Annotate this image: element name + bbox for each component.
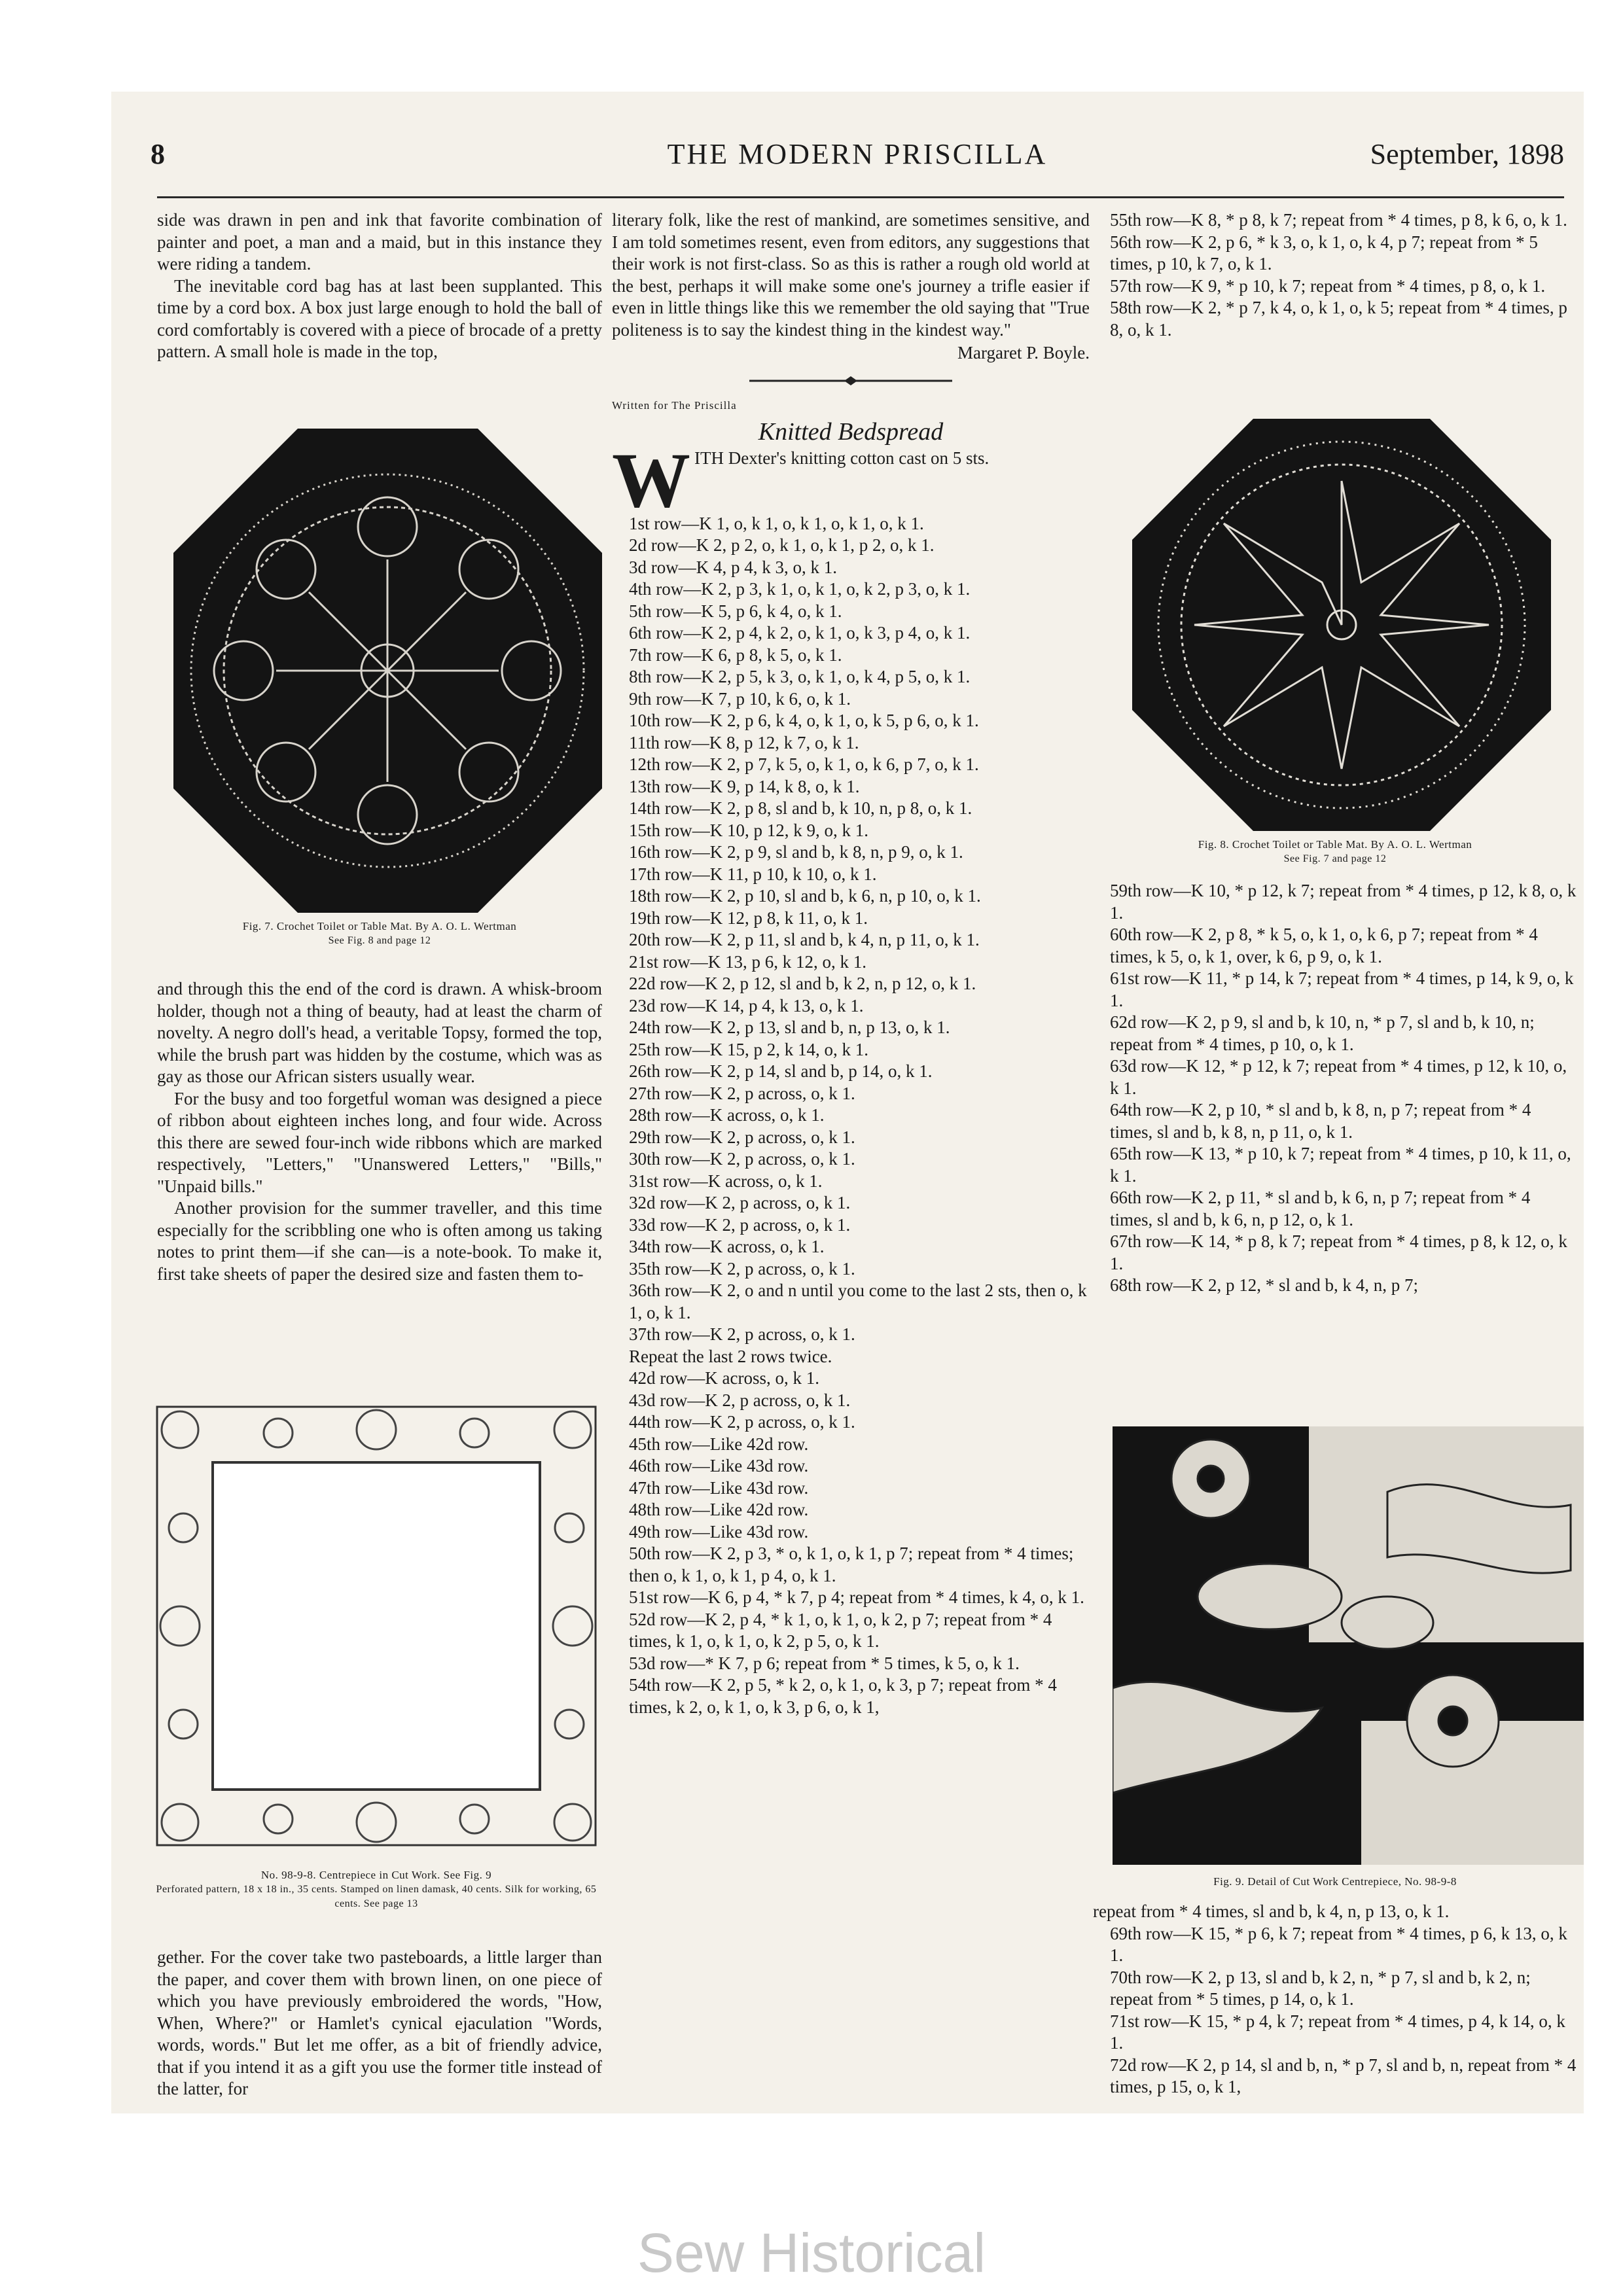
pattern-row: 57th row—K 9, * p 10, k 7; repeat from * 4 times, p 8, o, k 1.: [1110, 275, 1546, 296]
pattern-row: 49th row—Like 43d row.: [629, 1521, 809, 1542]
pattern-row: 61st row—K 11, * p 14, k 7; repeat from * 4 times, p 14, k 9, o, k 1.: [1110, 968, 1574, 1010]
fig8-caption: Fig. 8. Crochet Toilet or Table Mat. By A. O. L. Wertman: [1198, 838, 1472, 851]
pattern-row: 56th row—K 2, p 6, * k 3, o, k 1, o, k 4, p 7; repeat from * 5 times, p 10, k 7, o, k 1.: [1110, 232, 1538, 274]
fig98-caption: No. 98-9-8. Centrepiece in Cut Work. See Fig. 9: [260, 1869, 492, 1881]
pattern-row: 48th row—Like 42d row.: [629, 1500, 809, 1519]
author-signature: Margaret P. Boyle.: [957, 343, 1090, 362]
pattern-row: 15th row—K 10, p 12, k 9, o, k 1.: [629, 820, 868, 840]
pattern-row: 44th row—K 2, p across, o, k 1.: [629, 1412, 855, 1432]
pattern-row: 25th row—K 15, p 2, k 14, o, k 1.: [629, 1039, 868, 1059]
fig98-caption-sub: Perforated pattern, 18 x 18 in., 35 cents. Stamped on linen damask, 40 cents. Silk for working, 65 cents. See page 13: [156, 1884, 597, 1909]
pattern-row: 7th row—K 6, p 8, k 5, o, k 1.: [629, 645, 842, 665]
pattern-row: 10th row—K 2, p 6, k 4, o, k 1, o, k 5, p 6, o, k 1.: [629, 711, 979, 730]
pattern-row: 16th row—K 2, p 9, sl and b, k 8, n, p 9, o, k 1.: [629, 842, 963, 862]
intro-text: ITH Dexter's knitting cotton cast on 5 sts.: [694, 448, 990, 468]
pattern-row: 42d row—K across, o, k 1.: [629, 1368, 819, 1388]
pattern-row: 68th row—K 2, p 12, * sl and b, k 4, n, p 7;: [1110, 1275, 1418, 1295]
header-rule: [157, 196, 1564, 198]
fig98-cutwork-border: [151, 1400, 602, 1852]
pattern-row: 31st row—K across, o, k 1.: [629, 1171, 823, 1191]
column-3-top: [1093, 209, 1577, 341]
pattern-row: 3d row—K 4, p 4, k 3, o, k 1.: [629, 557, 837, 577]
pattern-row: 35th row—K 2, p across, o, k 1.: [629, 1258, 855, 1279]
pattern-row: 28th row—K across, o, k 1.: [629, 1105, 825, 1125]
paragraph: For the busy and too forgetful woman was designed a piece of ribbon about eighteen inches long, and four wide. Across this there are sewed four-inch wide ribbons which are marked respectively, "Letters," "Unanswered Letters," "Bills," "Unpaid bills.": [157, 1088, 602, 1196]
pattern-row: 14th row—K 2, p 8, sl and b, k 10, n, p 8, o, k 1.: [629, 798, 972, 818]
paragraph: side was drawn in pen and ink that favorite combination of painter and poet, a man and a maid, but in this instance they were riding a tandem.: [157, 210, 602, 274]
pattern-row: 63d row—K 12, * p 12, k 7; repeat from * 4 times, p 12, k 10, o, k 1.: [1110, 1056, 1567, 1098]
fig7-caption-block: [157, 919, 602, 948]
fig9-caption: Fig. 9. Detail of Cut Work Centrepiece, No. 98-9-8: [1213, 1875, 1457, 1888]
fig98-caption-block: [144, 1868, 609, 1911]
pattern-row: Repeat the last 2 rows twice.: [629, 1346, 832, 1366]
pattern-row: 5th row—K 5, p 6, k 4, o, k 1.: [629, 601, 842, 621]
fig7-octagon-mat: [173, 429, 602, 913]
fig7-caption: Fig. 7. Crochet Toilet or Table Mat. By A. O. L. Wertman: [242, 920, 517, 932]
knitting-rows: [612, 513, 1090, 1719]
pattern-row: 32d row—K 2, p across, o, k 1.: [629, 1193, 851, 1212]
pattern-row: 59th row—K 10, * p 12, k 7; repeat from * 4 times, p 12, k 8, o, k 1.: [1110, 881, 1577, 923]
pattern-row: 17th row—K 11, p 10, k 10, o, k 1.: [629, 864, 877, 884]
paragraph: Another provision for the summer traveller, and this time especially for the scribbling one who is often among us taking notes to print them—if she can—is a note-book. To make it, first take sheets of paper the desired size and fasten them to-: [157, 1198, 602, 1284]
fig8-star-mat: [1132, 419, 1551, 831]
pattern-row: 1st row—K 1, o, k 1, o, k 1, o, k 1, o, k 1.: [629, 513, 924, 533]
fig9-cutwork-detail: [1113, 1426, 1584, 1865]
paragraph: and through this the end of the cord is drawn. A whisk-broom holder, though not a thing of beauty, had at least the charm of novelty. A negro doll's head, a veritable Topsy, formed the top, while the brush part was hidden by the costume, which was as gay as those our African sisters usually wear.: [157, 979, 602, 1086]
issue-date: September, 1898: [1370, 138, 1564, 170]
pattern-row: 52d row—K 2, p 4, * k 1, o, k 1, o, k 2, p 7; repeat from * 4 times, k 1, o, k 1, o, k 2, p 5, o, k 1.: [629, 1609, 1052, 1651]
pattern-row: 21st row—K 13, p 6, k 12, o, k 1.: [629, 951, 866, 972]
pattern-row: 24th row—K 2, p 13, sl and b, n, p 13, o, k 1.: [629, 1017, 950, 1037]
article-title: Knitted Bedspread: [758, 418, 944, 446]
pattern-row: 29th row—K 2, p across, o, k 1.: [629, 1127, 855, 1147]
pattern-row: 12th row—K 2, p 7, k 5, o, k 1, o, k 6, p 7, o, k 1.: [629, 754, 979, 774]
pattern-row: 51st row—K 6, p 4, * k 7, p 4; repeat from * 4 times, k 4, o, k 1.: [629, 1587, 1084, 1607]
pattern-row: 8th row—K 2, p 5, k 3, o, k 1, o, k 4, p 5, o, k 1.: [629, 667, 971, 686]
column-1-top: [157, 209, 602, 363]
column-1-middle: [157, 978, 602, 1285]
pattern-row: 58th row—K 2, * p 7, k 4, o, k 1, o, k 5; repeat from * 4 times, p 8, o, k 1.: [1110, 298, 1567, 340]
pattern-row: 37th row—K 2, p across, o, k 1.: [629, 1324, 855, 1344]
pattern-row: 22d row—K 2, p 12, sl and b, k 2, n, p 12, o, k 1.: [629, 974, 976, 993]
pattern-row: 18th row—K 2, p 10, sl and b, k 6, n, p 10, o, k 1.: [629, 886, 981, 906]
pattern-row: 34th row—K across, o, k 1.: [629, 1237, 825, 1256]
page-number: 8: [151, 138, 165, 170]
pattern-row: 19th row—K 12, p 8, k 11, o, k 1.: [629, 908, 868, 928]
pattern-row: 55th row—K 8, * p 8, k 7; repeat from * 4 times, p 8, k 6, o, k 1.: [1110, 210, 1567, 230]
paragraph: The inevitable cord bag has at last been supplanted. This time by a cord box. A box just large enough to hold the ball of cord comfortably is covered with a piece of brocade of a pretty pattern. A small hole is made in the top,: [157, 275, 602, 361]
pattern-row: 53d row—* K 7, p 6; repeat from * 5 times, k 5, o, k 1.: [629, 1653, 1020, 1673]
pattern-row: 46th row—Like 43d row.: [629, 1456, 809, 1475]
pattern-row: 26th row—K 2, p 14, sl and b, p 14, o, k 1.: [629, 1061, 933, 1081]
pattern-row: 45th row—Like 42d row.: [629, 1434, 809, 1454]
pattern-row: 71st row—K 15, * p 4, k 7; repeat from * 4 times, p 4, k 14, o, k 1.: [1110, 2011, 1565, 2053]
pattern-row: 6th row—K 2, p 4, k 2, o, k 1, o, k 3, p 4, o, k 1.: [629, 623, 971, 643]
fig9-caption-block: [1093, 1875, 1577, 1889]
drop-cap: W: [612, 436, 690, 523]
pattern-row: 65th row—K 13, * p 10, k 7; repeat from * 4 times, p 10, k 11, o, k 1.: [1110, 1144, 1571, 1186]
magazine-title: THE MODERN PRISCILLA: [667, 138, 1048, 170]
paragraph: literary folk, like the rest of mankind, are sometimes sensitive, and I am told sometimes resent, even from editors, any suggestions that their work is not first-class. So as this is rather a rough old world at the best, perhaps it will make some one's journey a trifle easier if even in little things like this we remember the old saying that "True politeness is to say the kindest thing in the kindest way.": [612, 210, 1090, 340]
pattern-row: 20th row—K 2, p 11, sl and b, k 4, n, p 11, o, k 1.: [629, 930, 980, 949]
pattern-row: 23d row—K 14, p 4, k 13, o, k 1.: [629, 995, 864, 1016]
pattern-row: 60th row—K 2, p 8, * k 5, o, k 1, o, k 6, p 7; repeat from * 4 times, k 5, o, k 1, over, k 6, p 9, o, k 1.: [1110, 925, 1538, 966]
page-header: [151, 137, 1564, 183]
pattern-row: 43d row—K 2, p across, o, k 1.: [629, 1390, 851, 1410]
watermark: Sew Historical: [637, 2222, 986, 2284]
pattern-row: repeat from * 4 times, sl and b, k 4, n, p 13, o, k 1.: [1093, 1901, 1450, 1921]
pattern-row: 27th row—K 2, p across, o, k 1.: [629, 1083, 855, 1103]
column-3-bottom: [1093, 1901, 1577, 2098]
pattern-row: 33d row—K 2, p across, o, k 1.: [629, 1214, 851, 1235]
pattern-row: 67th row—K 14, * p 8, k 7; repeat from * 4 times, p 8, k 12, o, k 1.: [1110, 1231, 1567, 1273]
pattern-row: 30th row—K 2, p across, o, k 1.: [629, 1149, 855, 1169]
pattern-row: 72d row—K 2, p 14, sl and b, n, * p 7, sl and b, n, repeat from * 4 times, p 15, o, k 1,: [1110, 2055, 1577, 2096]
pattern-row: 64th row—K 2, p 10, * sl and b, k 8, n, p 7; repeat from * 4 times, sl and b, k 8, n, p 11, o, k 1.: [1110, 1100, 1531, 1142]
pattern-row: 4th row—K 2, p 3, k 1, o, k 1, o, k 2, p 3, o, k 1.: [629, 579, 971, 599]
pattern-row: 13th row—K 9, p 14, k 8, o, k 1.: [629, 776, 860, 796]
pattern-row: 36th row—K 2, o and n until you come to the last 2 sts, then o, k 1, o, k 1.: [629, 1280, 1087, 1322]
pattern-row: 54th row—K 2, p 5, * k 2, o, k 1, o, k 3, p 7; repeat from * 4 times, k 2, o, k 1, o, k 3, p 6, o, k 1,: [629, 1675, 1057, 1717]
column-3-middle: [1093, 880, 1577, 1297]
fig7-caption-sub: See Fig. 8 and page 12: [328, 935, 431, 946]
pattern-row: 50th row—K 2, p 3, * o, k 1, o, k 1, p 7; repeat from * 4 times; then o, k 1, o, k 1, p 4, o, k 1.: [629, 1544, 1074, 1585]
fig8-caption-sub: See Fig. 7 and page 12: [1283, 853, 1387, 864]
pattern-row: 47th row—Like 43d row.: [629, 1477, 809, 1498]
pattern-row: 9th row—K 7, p 10, k 6, o, k 1.: [629, 688, 851, 709]
pattern-row: 66th row—K 2, p 11, * sl and b, k 6, n, p 7; repeat from * 4 times, sl and b, k 6, n, p 12, o, k 1.: [1110, 1188, 1531, 1229]
column-2: [612, 209, 1090, 1718]
pattern-row: 70th row—K 2, p 13, sl and b, k 2, n, * p 7, sl and b, k 2, n; repeat from * 5 times, p 14, o, k 1.: [1110, 1967, 1531, 2009]
pattern-row: 62d row—K 2, p 9, sl and b, k 10, n, * p 7, sl and b, k 10, n; repeat from * 4 times, p 10, o, k 1.: [1110, 1012, 1535, 1054]
fig8-caption-block: [1093, 838, 1577, 866]
section-divider: [612, 372, 1090, 389]
paragraph: gether. For the cover take two pasteboards, a little larger than the paper, and cover them with brown linen, on one piece of which you have previously embroidered the words, "How, When, Where?" or Hamlet's cynical ejaculation "Words, words, words." But let me offer, as a bit of friendly advice, that if you intend it as a gift you use the former title instead of the latter, for: [157, 1947, 602, 2098]
pattern-row: 69th row—K 15, * p 6, k 7; repeat from * 4 times, p 6, k 13, o, k 1.: [1110, 1923, 1567, 1965]
pattern-row: 11th row—K 8, p 12, k 7, o, k 1.: [629, 732, 859, 752]
written-for-line: Written for The Priscilla: [612, 398, 737, 412]
column-1-bottom: [157, 1947, 602, 2100]
pattern-row: 2d row—K 2, p 2, o, k 1, o, k 1, p 2, o, k 1.: [629, 535, 935, 555]
